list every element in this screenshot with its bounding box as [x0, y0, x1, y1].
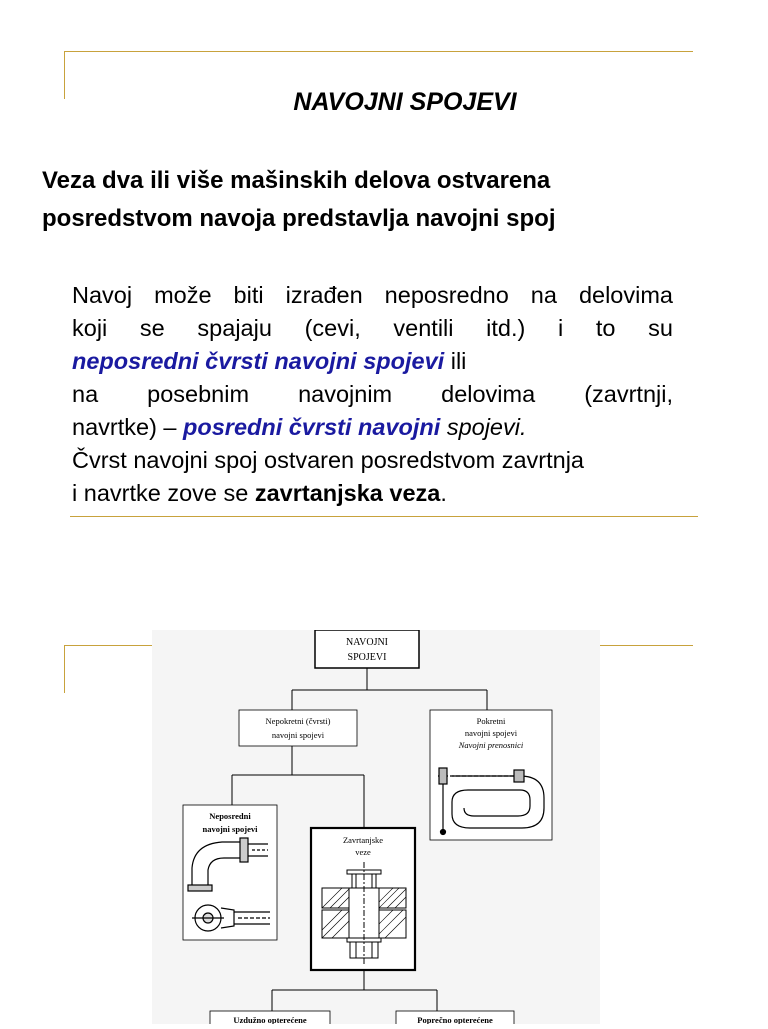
term-indirect-joints: posredni čvrsti navojni	[183, 414, 441, 440]
body-line-4: na posebnim navojnim delovima (zavrtnji,	[72, 381, 673, 407]
node-direct-line-2: navojni spojevi	[202, 824, 258, 834]
node-fixed-joints	[239, 710, 357, 746]
body-line-2: koji se spajaju (cevi, ventili itd.) i to su	[72, 315, 673, 341]
node-root	[315, 630, 419, 668]
node-moving-joints	[430, 710, 552, 840]
slide-2-corner-rule	[64, 645, 65, 693]
classification-diagram	[152, 630, 600, 1024]
node-bolt-line-2: veze	[355, 847, 371, 857]
slide-bottom-rule	[70, 516, 698, 517]
node-root-line-1: NAVOJNI	[345, 637, 389, 648]
node-transverse-loaded	[396, 1011, 514, 1024]
body-line-7	[72, 477, 673, 510]
body-line-3-tail: ili	[444, 348, 467, 374]
body-line-7-head: i navrtke zove se	[72, 480, 255, 506]
diagram-svg	[152, 630, 600, 1024]
node-axial-loaded	[210, 1011, 330, 1024]
body-text	[72, 279, 673, 510]
slide-2-top-rule-right	[600, 645, 693, 646]
node-bolt-line-1: Zavrtanjske	[342, 835, 384, 845]
slide-subtitle	[42, 162, 722, 238]
body-line-3	[72, 345, 673, 378]
body-line-6: Čvrst navojni spoj ostvaren posredstvom zavrtnja	[72, 447, 584, 473]
node-fixed-line-1: Nepokretni (čvrsti)	[265, 716, 331, 726]
node-direct-line-1: Neposredni	[209, 811, 251, 821]
node-transverse-label: Poprečno opterećene	[417, 1015, 493, 1024]
body-line-5	[72, 411, 673, 444]
node-moving-line-2: navojni spojevi	[464, 728, 518, 738]
body-line-7-tail: .	[440, 480, 447, 506]
body-line-1: Navoj može biti izrađen neposredno na delovima	[72, 282, 673, 308]
subtitle-line-1: Veza dva ili više mašinskih delova ostvarena	[42, 167, 551, 194]
node-bolt-connections	[311, 828, 415, 970]
node-direct-joints	[183, 805, 277, 940]
node-axial-label: Uzdužno opterećene	[233, 1015, 307, 1024]
term-bolt-connection: zavrtanjska veza	[254, 480, 441, 506]
body-line-5-head: navrtke) –	[72, 414, 184, 440]
body-line-5-tail: spojevi.	[440, 414, 527, 440]
slide-top-rule	[64, 51, 693, 52]
subtitle-line-2: posredstvom navoja predstavlja navojni spoj	[42, 205, 556, 232]
slide-2	[0, 630, 768, 1024]
term-direct-joints: neposredni čvrsti navojni spojevi	[72, 348, 445, 374]
node-fixed-line-2: navojni spojevi	[271, 730, 325, 740]
node-moving-line-1: Pokretni	[476, 716, 506, 726]
slide-2-top-rule-left	[64, 645, 152, 646]
node-root-line-2: SPOJEVI	[347, 652, 387, 663]
slide-title: NAVOJNI SPOJEVI	[293, 88, 517, 116]
node-moving-line-3: Navojni prenosnici	[458, 740, 524, 750]
